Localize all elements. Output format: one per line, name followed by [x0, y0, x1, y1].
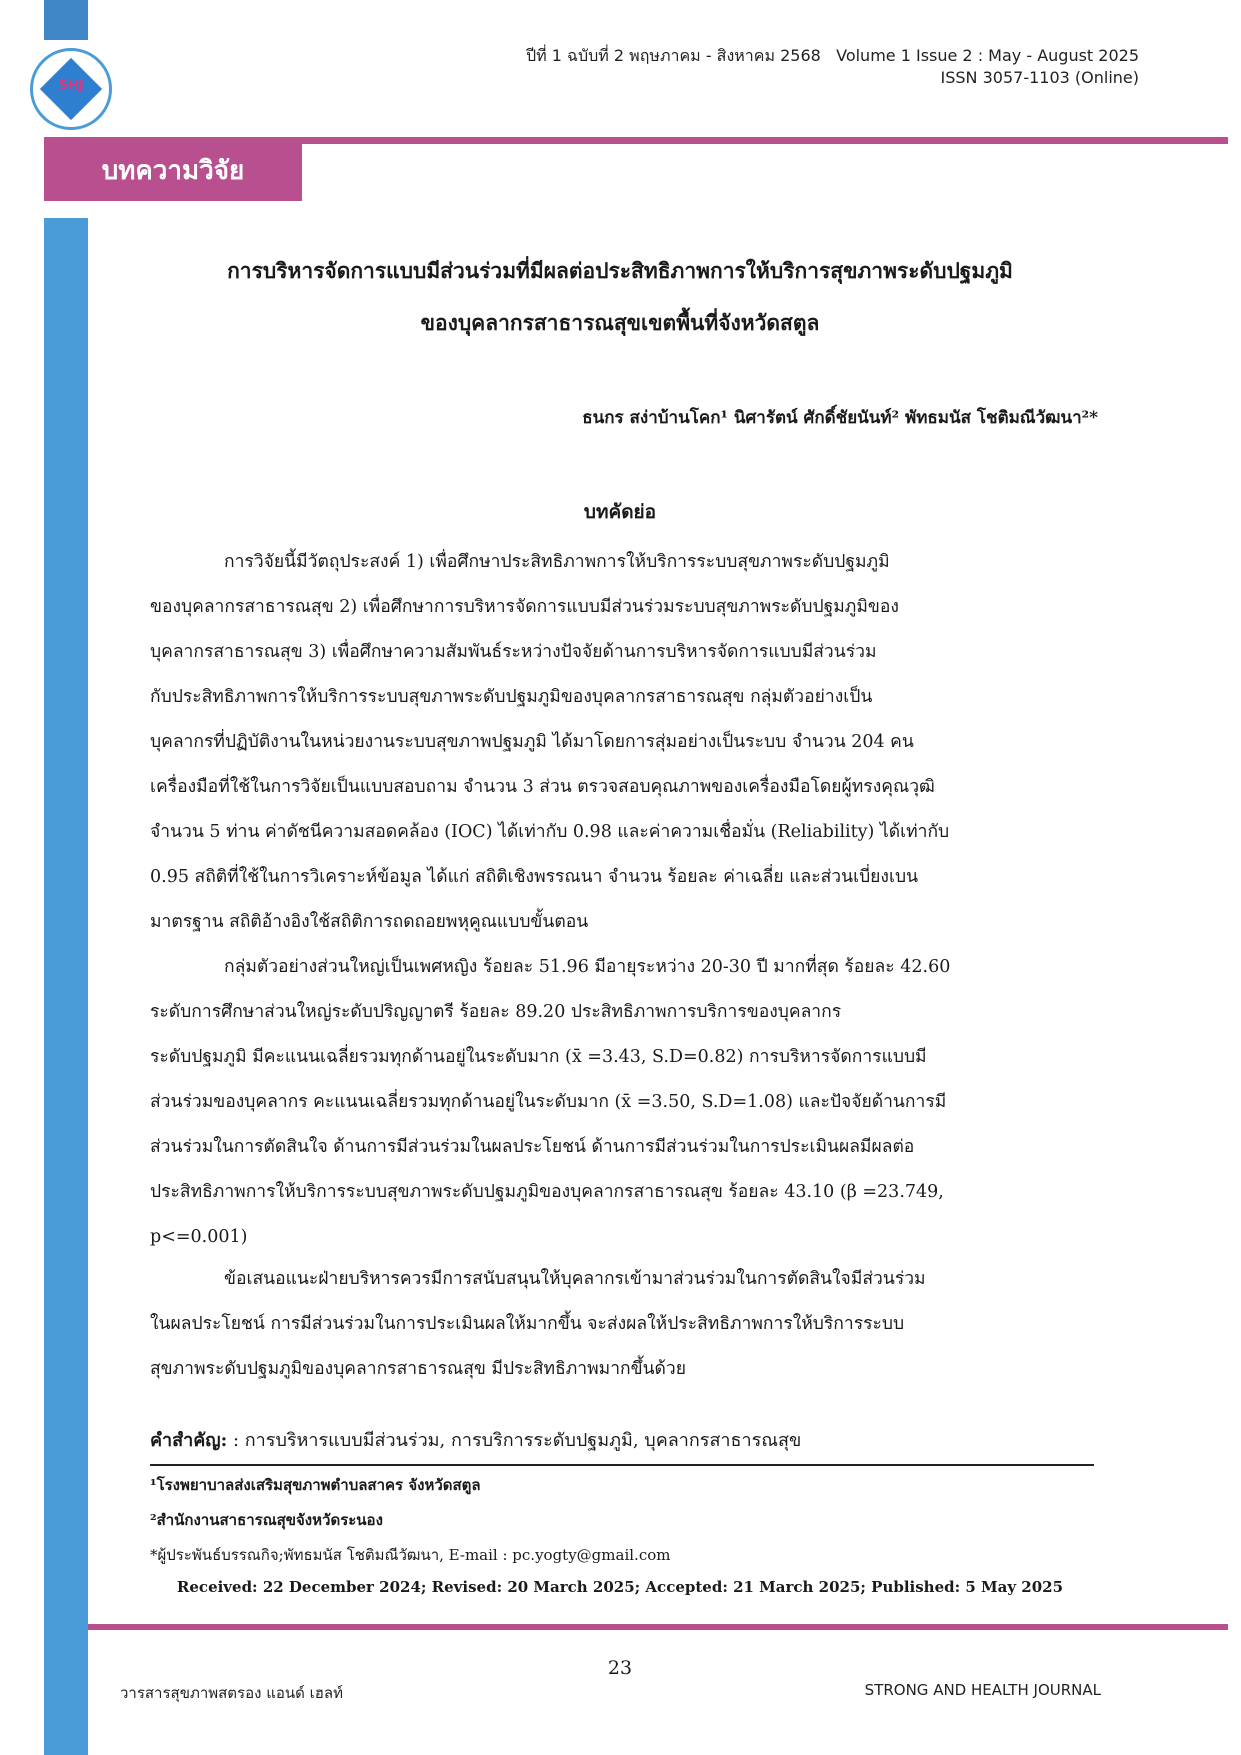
paragraph-line: การวิจัยนี้มีวัตถุประสงค์ 1) เพื่อศึกษาประสิทธิภาพการให้บริการระบบสุขภาพระดับปฐมภูมิ — [224, 552, 890, 572]
paragraph-line: บุคลากรที่ปฏิบัติงานในหน่วยงานระบบสุขภาพปฐมภูมิ ได้มาโดยการสุ่มอย่างเป็นระบบ จำนวน 204 คน — [150, 732, 914, 752]
paragraph-line: ประสิทธิภาพการให้บริการระบบสุขภาพระดับปฐมภูมิของบุคลากรสาธารณสุข ร้อยละ 43.10 (β =23.749, — [150, 1182, 944, 1202]
left-decorative-bar — [44, 218, 88, 1755]
abstract-paragraph-2 — [150, 945, 1090, 1260]
footnote-affiliation-1: ¹โรงพยาบาลส่งเสริมสุขภาพตำบลสาคร จังหวัดสตูล — [150, 1476, 481, 1494]
page-number: 23 — [607, 1657, 633, 1679]
footer-divider — [88, 1624, 1228, 1630]
journal-name-english: STRONG AND HEALTH JOURNAL — [864, 1681, 1101, 1699]
footnote-affiliation-2: ²สำนักงานสาธารณสุขจังหวัดระนอง — [150, 1511, 383, 1529]
issue-line — [526, 44, 1139, 69]
paragraph-line: บุคลากรสาธารณสุข 3) เพื่อศึกษาความสัมพันธ์ระหว่างปัจจัยด้านการบริหารจัดการแบบมีส่วนร่วม — [150, 642, 877, 662]
keywords-text: : การบริหารแบบมีส่วนร่วม, การบริการระดับปฐมภูมิ, บุคลากรสาธารณสุข — [227, 1430, 802, 1451]
paragraph-line: ข้อเสนอแนะฝ่ายบริหารควรมีการสนับสนุนให้บุคลากรเข้ามาส่วนร่วมในการตัดสินใจมีส่วนร่วม — [224, 1269, 926, 1289]
authors: ธนกร สง่าบ้านโคก¹ นิศารัตน์ ศักดิ์ชัยนันท์² พัทธมนัส โชติมณีวัฒนา²* — [582, 408, 1098, 428]
paragraph-line: ระดับการศึกษาส่วนใหญ่ระดับปริญญาตรี ร้อยละ 89.20 ประสิทธิภาพการบริการของบุคลากร — [150, 1002, 842, 1022]
abstract-paragraph-1 — [150, 540, 1090, 945]
paragraph-line: ของบุคลากรสาธารณสุข 2) เพื่อศึกษาการบริหารจัดการแบบมีส่วนร่วมระบบสุขภาพระดับปฐมภูมิของ — [150, 597, 899, 617]
paragraph-line: ส่วนร่วมของบุคลากร คะแนนเฉลี่ยรวมทุกด้านอยู่ในระดับมาก (x̄ =3.50, S.D=1.08) และปัจจัยด้านการมี — [150, 1092, 947, 1112]
footnote-divider — [150, 1464, 1094, 1466]
paragraph-line: 0.95 สถิติที่ใช้ในการวิเคราะห์ข้อมูล ได้แก่ สถิติเชิงพรรณนา จำนวน ร้อยละ ค่าเฉลี่ย และส่วนเบี่ยงเบน — [150, 867, 919, 887]
issue-thai: ปีที่ 1 ฉบับที่ 2 พฤษภาคม - สิงหาคม 2568 — [526, 46, 821, 65]
issue-english: Volume 1 Issue 2 : May - August 2025 — [836, 46, 1139, 65]
keywords — [150, 1425, 801, 1454]
paragraph-line: สุขภาพระดับปฐมภูมิของบุคลากรสาธารณสุข มีประสิทธิภาพมากขึ้นด้วย — [150, 1359, 686, 1379]
paragraph-line: มาตรฐาน สถิติอ้างอิงใช้สถิติการถดถอยพหุคูณแบบขั้นตอน — [150, 912, 589, 932]
paragraph-line: ระดับปฐมภูมิ มีคะแนนเฉลี่ยรวมทุกด้านอยู่ในระดับมาก (x̄ =3.43, S.D=0.82) การบริหารจัดการแบบมี — [150, 1047, 927, 1067]
journal-name-thai: วารสารสุขภาพสตรอง แอนด์ เฮลท์ — [120, 1684, 344, 1702]
paragraph-line: ส่วนร่วมในการตัดสินใจ ด้านการมีส่วนร่วมในผลประโยชน์ ด้านการมีส่วนร่วมในการประเมินผลมีผลต่อ — [150, 1137, 915, 1157]
journal-logo-icon — [30, 48, 112, 130]
article-title-line2: ของบุคลากรสาธารณสุขเขตพื้นที่จังหวัดสตูล — [420, 310, 820, 335]
keywords-label: คำสำคัญ: — [150, 1430, 228, 1451]
submission-dates: Received: 22 December 2024; Revised: 20 March 2025; Accepted: 21 March 2025; Published: 5 May 2025 — [176, 1578, 1064, 1596]
paragraph-line: กลุ่มตัวอย่างส่วนใหญ่เป็นเพศหญิง ร้อยละ 51.96 มีอายุระหว่าง 20-30 ปี มากที่สุด ร้อยละ 42.60 — [224, 957, 951, 977]
paragraph-line: ในผลประโยชน์ การมีส่วนร่วมในการประเมินผลให้มากขึ้น จะส่งผลให้ประสิทธิภาพการให้บริการระบบ — [150, 1314, 905, 1334]
paragraph-line: เครื่องมือที่ใช้ในการวิจัยเป็นแบบสอบถาม จำนวน 3 ส่วน ตรวจสอบคุณภาพของเครื่องมือโดยผู้ทรงคุณวุฒิ — [150, 777, 935, 797]
logo-mark: SHJ — [58, 78, 84, 93]
article-title-line1: การบริหารจัดการแบบมีส่วนร่วมที่มีผลต่อประสิทธิภาพการให้บริการสุขภาพระดับปฐมภูมิ — [227, 258, 1013, 283]
footnote-corresponding-author: *ผู้ประพันธ์บรรณกิจ;พัทธมนัส โชติมณีวัฒนา, E-mail : pc.yogty@gmail.com — [150, 1546, 671, 1564]
issn: ISSN 3057-1103 (Online) — [940, 68, 1139, 87]
section-label: บทความวิจัย — [101, 156, 245, 186]
abstract-heading: บทคัดย่อ — [583, 501, 657, 523]
paragraph-line: p<=0.001) — [150, 1227, 248, 1247]
paragraph-line: จำนวน 5 ท่าน ค่าดัชนีความสอดคล้อง (IOC) ได้เท่ากับ 0.98 และค่าความเชื่อมั่น (Reliability) ได้เท่ากับ — [150, 822, 950, 842]
abstract-paragraph-3 — [150, 1257, 1090, 1392]
paragraph-line: กับประสิทธิภาพการให้บริการระบบสุขภาพระดับปฐมภูมิของบุคลากรสาธารณสุข กลุ่มตัวอย่างเป็น — [150, 687, 873, 707]
top-decorative-bar — [44, 0, 88, 40]
